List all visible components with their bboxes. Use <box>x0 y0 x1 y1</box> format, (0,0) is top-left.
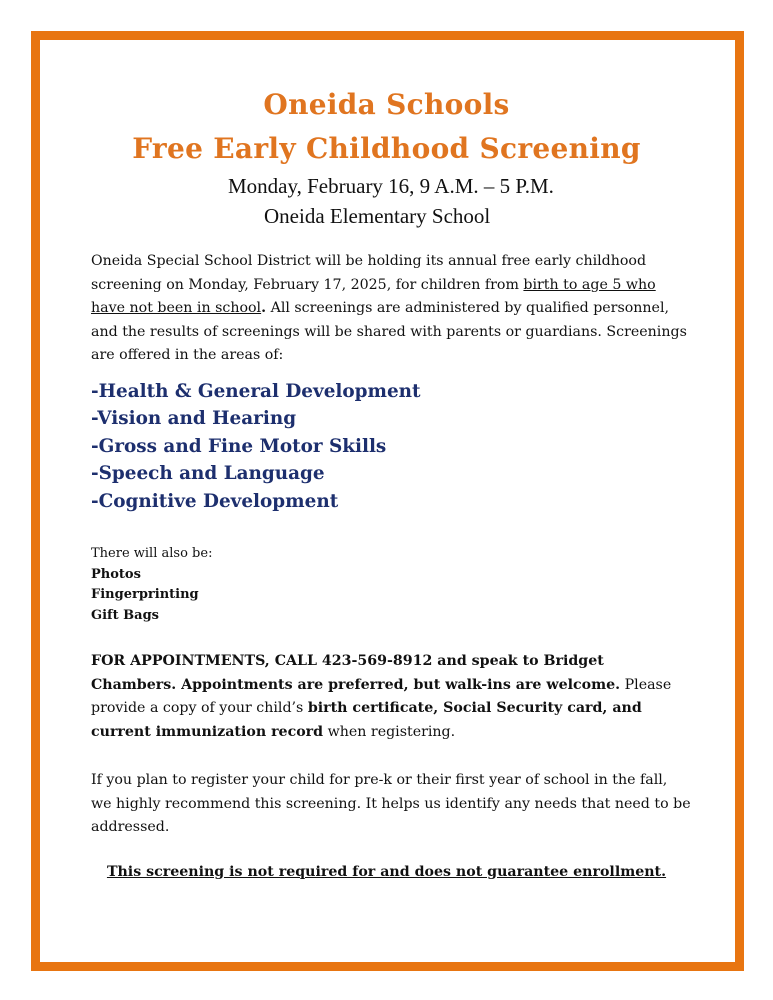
intro-text-2: All screenings are administered by qualified personnel, and the results of screenings will be shared with parents or guardians. Screenings are offered in the areas of: <box>91 300 687 363</box>
appointments-paragraph <box>91 650 691 744</box>
extras-intro: There will also be: <box>91 546 213 561</box>
intro-paragraph <box>91 250 691 368</box>
appointments-provide: Please provide a copy of your child’s <box>91 676 672 716</box>
screening-areas-list <box>91 378 421 515</box>
extras-item: Photos <box>91 566 141 582</box>
extras-item: Fingerprinting <box>91 587 199 602</box>
intro-text-1: Oneida Special School District will be holding its annual free early childhood screening on Monday, February 17, 2025, for children from <box>91 253 647 293</box>
title-line-2: Free Early Childhood Screening <box>132 132 641 165</box>
screening-area: -Speech and Language <box>91 463 325 485</box>
extras-section <box>91 544 212 626</box>
recommendation-paragraph: If you plan to register your child for pre-k or their first year of school in the fall, we highly recommend this screening. It helps us identify any needs that need to be addressed. <box>91 772 691 835</box>
disclaimer: This screening is not required for and does not guarantee enrollment. <box>106 864 667 880</box>
event-location: Oneida Elementary School <box>264 204 491 228</box>
event-date-time: Monday, February 16, 9 A.M. – 5 P.M. <box>228 174 554 198</box>
screening-area: -Cognitive Development <box>91 490 339 512</box>
screening-area: -Vision and Hearing <box>91 408 297 430</box>
appointments-tail: when registering. <box>323 723 456 740</box>
screening-area: -Health & General Development <box>91 381 421 402</box>
intro-period: . <box>261 300 267 316</box>
appointments-documents: birth certificate, Social Security card, and current immunization record <box>91 700 642 740</box>
screening-area: -Gross and Fine Motor Skills <box>91 435 387 457</box>
title-line-1: Oneida Schools <box>263 88 510 121</box>
extras-item: Gift Bags <box>91 607 159 623</box>
intro-eligibility: birth to age 5 who have not been in school <box>91 276 656 316</box>
appointments-call: FOR APPOINTMENTS, CALL 423-569-8912 and speak to Bridget Chambers. Appointments are preferred, but walk-ins are welcome. <box>91 653 621 693</box>
